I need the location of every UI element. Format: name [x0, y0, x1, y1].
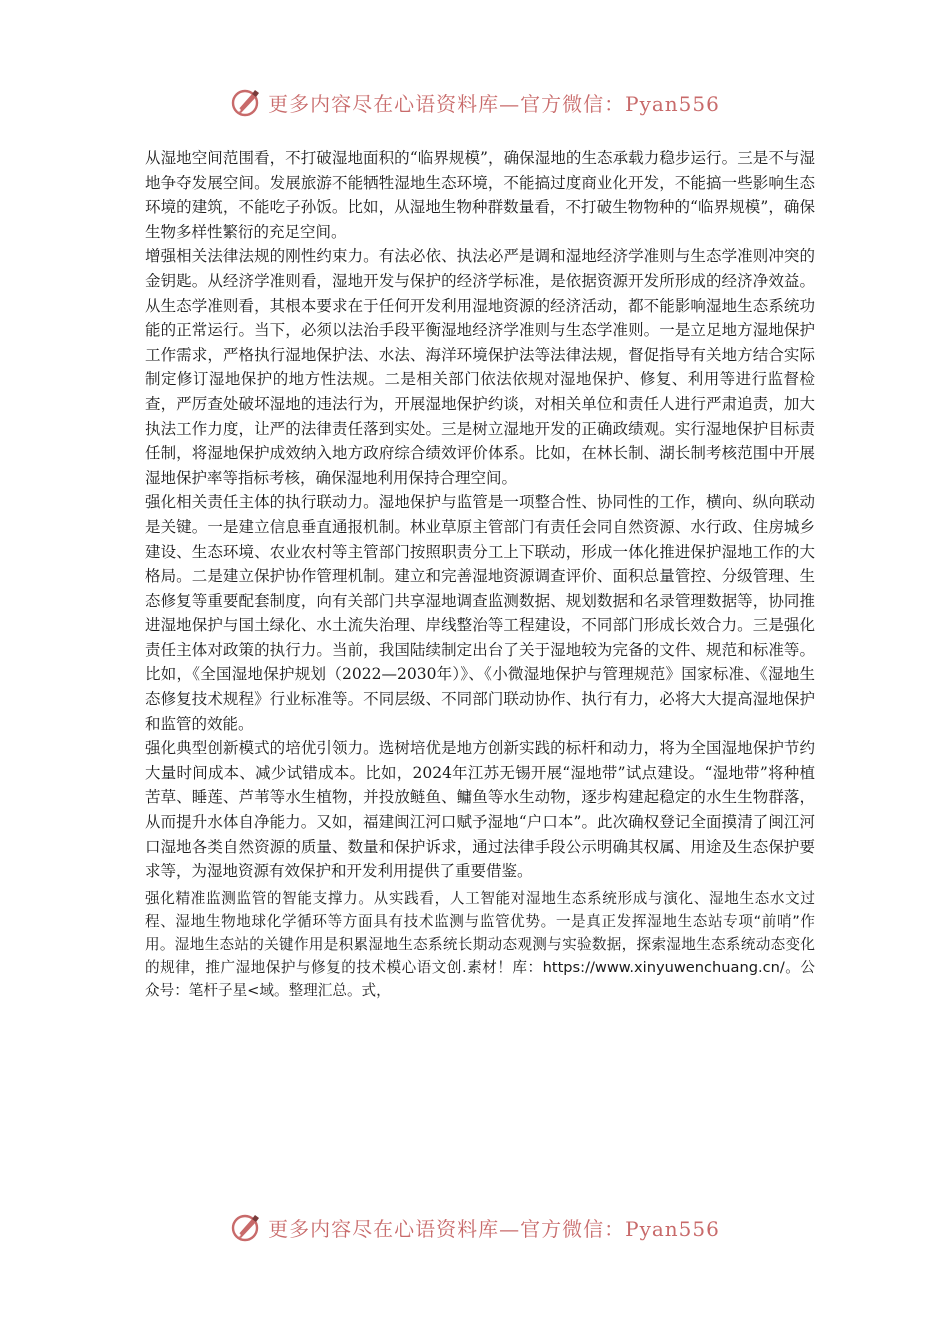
paragraph: 增强相关法律法规的刚性约束力。有法必依、执法必严是调和湿地经济学准则与生态学准则冲突的金钥匙。从经济学准则看，湿地开发与保护的经济学标准，是依据资源开发所形成的经济净效益。从生态学准则看，其根本要求在于任何开发利用湿地资源的经济活动，都不能影响湿地生态系统功能的正常运行。当下，必须以法治手段平衡湿地经济学准则与生态学准则。一是立足地方湿地保护工作需求，严格执行湿地保护法、水法、海洋环境保护法等法律法规，督促指导有关地方结合实际制定修订湿地保护的地方性法规。二是相关部门依法依规对湿地保护、修复、利用等进行监督检查，严厉查处破坏湿地的违法行为，开展湿地保护约谈，对相关单位和责任人进行严肃追责，加大执法工作力度，让严的法律责任落到实处。三是树立湿地开发的正确政绩观。实行湿地保护目标责任制，将湿地保护成效纳入地方政府综合绩效评价体系。比如，在林长制、湖长制考核范围中开展湿地保护率等指标考核，确保湿地利用保持合理空间。 [145, 247, 815, 487]
banner-text: 更多内容尽在心语资料库—官方微信：Pyan556 [268, 91, 720, 116]
footer-banner [0, 1207, 950, 1247]
pen-logo-icon [230, 86, 262, 118]
paragraph: 强化典型创新模式的培优引领力。选树培优是地方创新实践的标杆和动力，将为全国湿地保护节约大量时间成本、减少试错成本。比如，2024年江苏无锡开展“湿地带”试点建设。“湿地带”将种植苦草、睡莲、芦苇等水生植物，并投放鲢鱼、鳙鱼等水生动物，逐步构建起稳定的水生生物群落，从而提升水体自净能力。又如，福建闽江河口赋予湿地“户口本”。此次确权登记全面摸清了闽江河口湿地各类自然资源的质量、数量和保护诉求，通过法律手段公示明确其权属、用途及生态保护要求等，为湿地资源有效保护和开发利用提供了重要借鉴。 [145, 739, 815, 881]
paragraph: 强化相关责任主体的执行联动力。湿地保护与监管是一项整合性、协同性的工作，横向、纵向联动是关键。一是建立信息垂直通报机制。林业草原主管部门有责任会同自然资源、水行政、住房城乡建设、生态环境、农业农村等主管部门按照职责分工上下联动，形成一体化推进保护湿地工作的大格局。二是建立保护协作管理机制。建立和完善湿地资源调查评价、面积总量管控、分级管理、生态修复等重要配套制度，向有关部门共享湿地调查监测数据、规划数据和名录管理数据等，协同推进湿地保护与国土绿化、水土流失治理、岸线整治等工程建设，不同部门形成长效合力。三是强化责任主体对政策的执行力。当前，我国陆续制定出台了关于湿地较为完备的文件、规范和标准等。比如，《全国湿地保护规划（2022—2030年）》、《小微湿地保护与管理规范》国家标准、《湿地生态修复技术规程》行业标准等。不同层级、不同部门联动协作、执行有力，必将大大提高湿地保护和监管的效能。 [145, 493, 815, 733]
banner-text: 更多内容尽在心语资料库—官方微信：Pyan556 [268, 1216, 720, 1241]
paragraph: 强化精准监测监管的智能支撑力。从实践看，人工智能对湿地生态系统形成与演化、湿地生态水文过程、湿地生物地球化学循环等方面具有技术监测与监管优势。一是真正发挥湿地生态站专项“前哨”作用。湿地生态站的关键作用是积累湿地生态系统长期动态观测与实验数据，探索湿地生态系统动态变化的规律，推广湿地保护与修复的技术模心语文创.素材！库：https://www.xinyuwenchuang.cn/。公众号：笔杆子星<域。整理汇总。式， [145, 889, 815, 999]
document-body [145, 146, 815, 1002]
pen-logo-icon [230, 1211, 262, 1243]
header-banner [0, 82, 950, 122]
paragraph: 从湿地空间范围看，不打破湿地面积的“临界规模”，确保湿地的生态承载力稳步运行。三是不与湿地争夺发展空间。发展旅游不能牺牲湿地生态环境，不能搞过度商业化开发，不能搞一些影响生态环境的建筑，不能吃子孙饭。比如，从湿地生物种群数量看，不打破生物物种的“临界规模”，确保生物多样性繁衍的充足空间。 [145, 149, 815, 241]
